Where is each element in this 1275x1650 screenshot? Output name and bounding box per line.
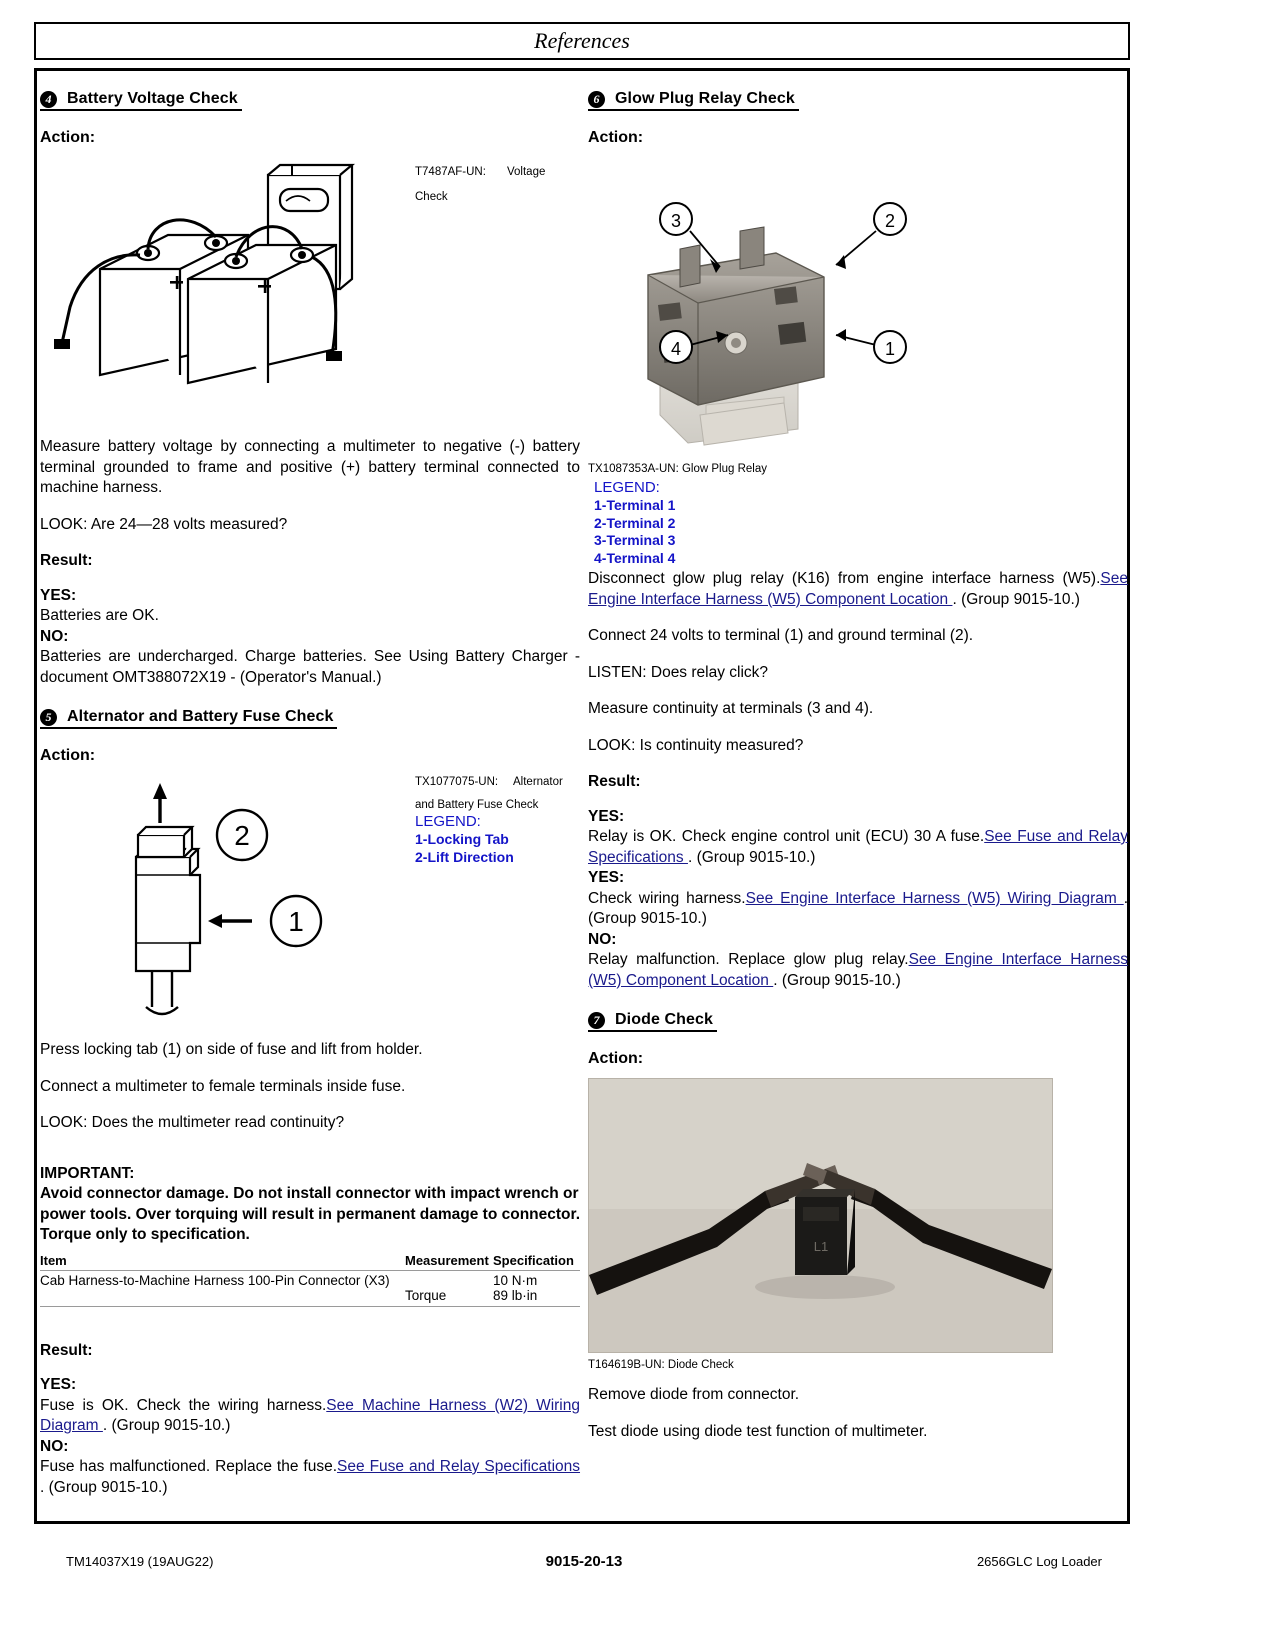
yes-label: YES:: [40, 586, 77, 604]
battery-look-question: LOOK: Are 24—28 volts measured?: [40, 515, 288, 533]
figure-caption-battery: [415, 165, 580, 205]
no-text: [40, 1457, 580, 1498]
section-title: Battery Voltage Check: [67, 90, 238, 107]
figure-battery-voltage-check: [40, 157, 580, 437]
figure-caption-text: Voltage: [507, 166, 546, 178]
yes-text-post: . (Group 9015-10.): [687, 848, 816, 866]
legend-item: 4-Terminal 4: [594, 549, 676, 566]
figure-alternator-battery-fuse: [40, 775, 580, 1040]
figure-caption-relay: TX1087353A-UN: Glow Plug Relay: [588, 463, 767, 475]
link-fuse-and-relay-specifications[interactable]: See Fuse and Relay Specifications: [337, 1458, 581, 1475]
spec-value-imperial: 89 lb·in: [493, 1287, 538, 1303]
right-column: [588, 90, 1128, 1458]
cell-specification: [493, 1270, 580, 1306]
important-text: Avoid connector damage. Do not install connector with impact wrench or power tools. Over torquing will result in permanent damage to connector. Torque only to specification.: [40, 1185, 580, 1243]
glow-plug-relay-photo: [588, 157, 1008, 457]
left-column: [40, 90, 580, 1498]
result-label: Result:: [40, 552, 93, 569]
section-number-badge: 5: [40, 709, 57, 726]
yes-text: [40, 1396, 580, 1437]
section-number-badge: 6: [588, 91, 605, 108]
section-title: Diode Check: [615, 1011, 714, 1028]
action-label: Action:: [40, 129, 96, 146]
relay-listen-question: LISTEN: Does relay click?: [588, 663, 769, 681]
result-label: Result:: [588, 773, 641, 790]
legend-heading: LEGEND:: [594, 479, 660, 496]
figure-caption-text-2: and Battery Fuse Check: [415, 799, 539, 811]
action-label: Action:: [40, 747, 96, 764]
yes-text-pre: Check wiring harness.: [588, 889, 746, 907]
link-engine-interface-harness-w5-wiring-diagram[interactable]: See Engine Interface Harness (W5) Wiring Diagram: [745, 889, 1124, 907]
diode-probes-illustration: [589, 1079, 1052, 1352]
callout-1: 1: [288, 906, 304, 937]
yes-text: Batteries are OK.: [40, 607, 159, 624]
relay-connect-24v-paragraph: Connect 24 volts to terminal (1) and ground terminal (2).: [588, 627, 974, 644]
relay-disconnect-paragraph: [588, 569, 1128, 610]
legend-item: 2-Terminal 2: [594, 514, 676, 531]
no-text: Batteries are undercharged. Charge batteries. See Using Battery Charger - document OMT388072X19 - (Operator's Manual.): [40, 648, 580, 686]
link-machine-harness-w2-wiring-diagram[interactable]: See Machine Harness (W2) Wiring Diagram: [40, 1396, 580, 1434]
action-label: Action:: [588, 129, 644, 146]
footer-page-number: 9015-20-13: [545, 1553, 623, 1570]
cell-measurement: Torque: [405, 1270, 493, 1306]
battery-measure-paragraph: Measure battery voltage by connecting a multimeter to negative (-) battery terminal grounded to frame and positive (+) battery terminal connected to machine harness.: [40, 438, 580, 496]
paragraph-pre: Disconnect glow plug relay (K16) from engine interface harness (W5).: [588, 570, 1101, 587]
no-text-post: . (Group 9015-10.): [773, 971, 901, 989]
link-engine-interface-harness-w5-component-location[interactable]: See Engine Interface Harness (W5) Component Location: [588, 951, 1128, 989]
legend-heading: LEGEND:: [415, 813, 481, 830]
section-heading-alternator-battery-fuse-check: [40, 708, 337, 729]
diode-remove-paragraph: Remove diode from connector.: [588, 1386, 800, 1403]
fuse-locking-tab-diagram: [40, 775, 340, 1030]
yes-text-pre: Relay is OK. Check engine control unit (ECU) 30 A fuse.: [588, 828, 985, 845]
paragraph-post: . (Group 9015-10.): [952, 590, 1080, 608]
spec-value-metric: 10 N·m: [493, 1272, 538, 1288]
yes-label: YES:: [40, 1376, 77, 1393]
yes-text-pre: Fuse is OK. Check the wiring harness.: [40, 1396, 327, 1414]
section-number-badge: 4: [40, 91, 57, 108]
page-title: References: [534, 28, 630, 53]
action-label: Action:: [588, 1050, 644, 1067]
figure-caption-fuse: [415, 775, 583, 866]
column-header-specification: Specification: [493, 1252, 580, 1271]
yes-text-post: . (Group 9015-10.): [102, 1417, 231, 1434]
footer-document-number: TM14037X19 (19AUG22): [66, 1554, 214, 1569]
figure-id: TX1077075-UN:: [415, 776, 499, 788]
footer-machine-model: 2656GLC Log Loader: [976, 1554, 1102, 1569]
figure-id: T7487AF-UN:: [415, 166, 486, 178]
legend-item: 1-Terminal 1: [594, 497, 676, 513]
result-label: Result:: [40, 1341, 93, 1359]
fuse-connect-multimeter-paragraph: Connect a multimeter to female terminals inside fuse.: [40, 1077, 406, 1095]
link-engine-interface-harness-w5-component-location[interactable]: See Engine Interface Harness (W5) Component Location: [588, 570, 1128, 608]
fuse-press-tab-paragraph: Press locking tab (1) on side of fuse and lift from holder.: [40, 1041, 423, 1058]
table-row: [40, 1270, 580, 1306]
callout-1: 1: [884, 339, 896, 359]
battery-voltage-diagram: [40, 157, 380, 422]
no-text-pre: Relay malfunction. Replace glow plug relay.: [588, 951, 909, 968]
diode-test-paragraph: Test diode using diode test function of multimeter.: [588, 1422, 928, 1440]
yes-label-1: YES:: [588, 807, 625, 825]
relay-look-question: LOOK: Is continuity measured?: [588, 736, 804, 754]
page-header-box: [34, 22, 1130, 60]
figure-caption-text-2: Check: [415, 191, 448, 203]
no-text-post: . (Group 9015-10.): [40, 1478, 168, 1496]
legend-item: 1-Locking Tab: [415, 831, 509, 847]
legend-item: 3-Terminal 3: [594, 532, 676, 548]
section-heading-diode-check: [588, 1011, 717, 1032]
figure-glow-plug-relay: [588, 157, 1128, 462]
callout-3: 3: [670, 211, 682, 231]
section-heading-glow-plug-relay-check: [588, 90, 799, 111]
table-header-row: [40, 1252, 580, 1271]
page-footer: [34, 1553, 1130, 1570]
fuse-look-question: LOOK: Does the multimeter read continuity?: [40, 1114, 345, 1131]
legend-item: 2-Lift Direction: [415, 848, 514, 865]
figure-diode-check-photo: [588, 1078, 1053, 1353]
specification-table: [40, 1252, 580, 1307]
no-label: NO:: [40, 627, 69, 645]
no-text: [588, 950, 1128, 991]
no-label: NO:: [588, 930, 617, 948]
important-label: IMPORTANT:: [40, 1164, 135, 1182]
callout-4: 4: [670, 339, 682, 359]
section-title: Alternator and Battery Fuse Check: [67, 708, 334, 725]
callout-2: 2: [884, 211, 896, 231]
yes-label-2: YES:: [588, 869, 625, 886]
column-header-measurement: Measurement: [405, 1252, 493, 1271]
column-header-item: Item: [40, 1252, 405, 1271]
section-heading-battery-voltage-check: [40, 90, 242, 111]
yes-text-post: . (Group 9015-10.): [588, 889, 1128, 927]
no-text-pre: Fuse has malfunctioned. Replace the fuse.: [40, 1458, 338, 1475]
yes-text-1: [588, 827, 1128, 868]
yes-text-2: [588, 889, 1128, 930]
figure-caption-diode: T164619B-UN: Diode Check: [588, 1359, 734, 1371]
section-number-badge: 7: [588, 1012, 605, 1029]
svg-text:L1: L1: [813, 1239, 829, 1254]
link-fuse-and-relay-specifications[interactable]: See Fuse and Relay Specifications: [588, 828, 1128, 866]
cell-item: Cab Harness-to-Machine Harness 100-Pin Connector (X3): [40, 1270, 405, 1306]
section-title: Glow Plug Relay Check: [615, 90, 795, 107]
figure-caption-text: Alternator: [513, 776, 563, 788]
no-label: NO:: [40, 1437, 69, 1455]
relay-measure-continuity-paragraph: Measure continuity at terminals (3 and 4).: [588, 700, 874, 717]
callout-2: 2: [234, 820, 250, 851]
